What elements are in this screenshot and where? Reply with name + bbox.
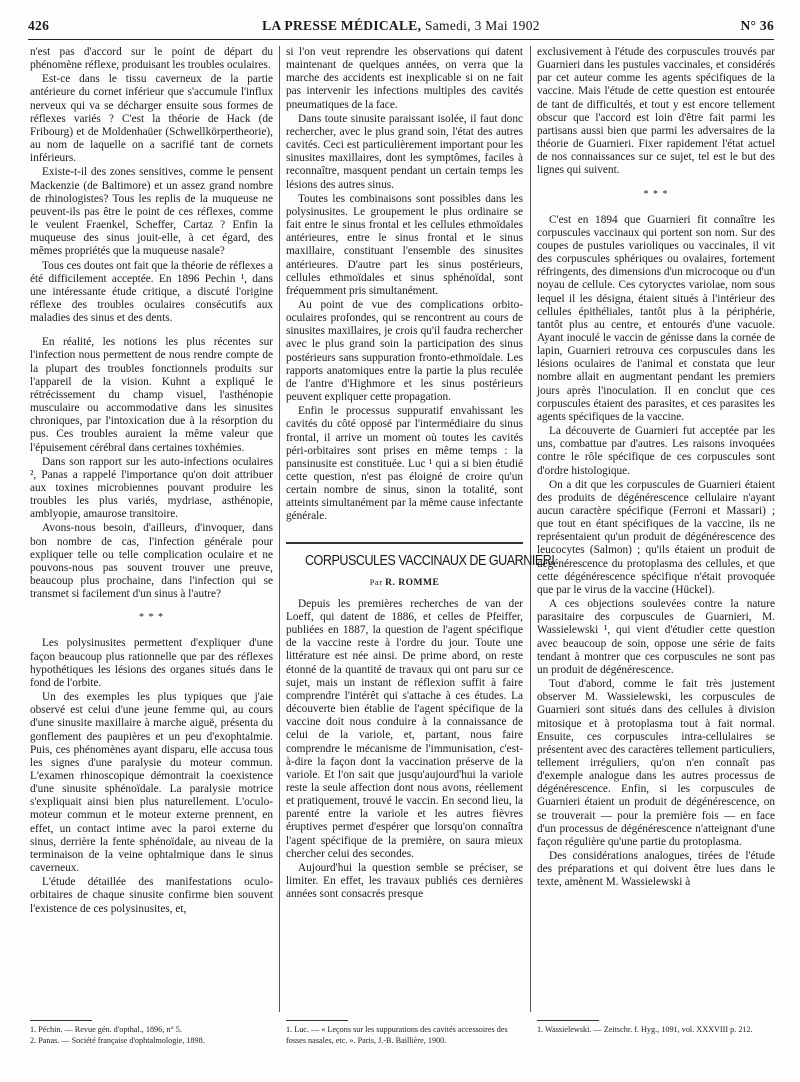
issue-date: Samedi, 3 Mai 1902 (421, 18, 540, 33)
footnote-rule (286, 1020, 348, 1021)
paragraph: On a dit que les corpuscules de Guarnieri étaient des produits de dégénérescence cellulaire n'ayant aucun caractère spécifique (Ferroni et Massari) ; que tout en étant spécifiques de la vaccine, ils ne représentaient qu'un produit de dégénérescence des leucocytes (Salmon) ; qu'ils étaient un produit de dégénérescence du protoplasma des cellules, et que cette dégénérescence spécifique n'était provoquée que par le virus de la vaccine (Hückel). (537, 478, 775, 596)
journal-name: LA PRESSE MÉDICALE, (262, 18, 422, 33)
footnote: 1. Wassielewski. — Zeitschr. f. Hyg., 1091, vol. XXXVIII p. 212. (537, 1025, 753, 1034)
section-ornament: * * * (139, 612, 164, 624)
paragraph: n'est pas d'accord sur le point de départ du phénomène réflexe, produisant les troubles oculaires. (30, 46, 273, 72)
paragraph: Existe-t-il des zones sensitives, comme le pensent Mackenzie (de Baltimore) et un assez grand nombre de rhinologistes? Tous les replis de la muqueuse ne peuvent-ils pas être le point de ces réflexes, comme le veulent Fraenkel, Scheffer, Cartaz ? Enfin la muqueuse des sinus jouit-elle, à cet égard, des mêmes propriétés que la muqueuse nasale? (30, 166, 273, 258)
column-3 (537, 46, 775, 1018)
paragraph: La découverte de Guarnieri fut acceptée par les uns, combattue par d'autres. Les raisons invoquées contre le rôle spécifique de ces corpuscules sont d'ordre histologique. (537, 425, 775, 477)
paragraph: Aujourd'hui la question semble se préciser, se limiter. En effet, les travaux publiés ces dernières années sont consacrés presque (286, 861, 523, 901)
journal-title (28, 18, 774, 34)
paragraph: A ces objections soulevées contre la nature parasitaire des corpuscules de Guarnieri, M. Wassielewski ¹, qui vient d'étudier cette question avec beaucoup de soin, oppose une série de faits tendant à montrer que ces corpuscules ne sont pas un produit de dégénérescence. (537, 598, 775, 676)
paragraph: Tout d'abord, comme le fait très justement observer M. Wassielewski, les corpuscules de Guarnieri sont situés dans des cellules à division mitosique et à protoplasma tout à fait normal. Ensuite, ces corpuscules intra-cellulaires se présentent avec des caractères tellement particuliers, tellement irréguliers, qu'on n'en connaît pas d'exemple analogue dans les autres processus de dégénérescence. Enfin, si les corpuscules de Guarnieri étaient un produit de dégénérescence, on se trouverait — pour la première fois — en face d'un processus de dégénérescence n'atteignant d'une façon régulière qu'une partie du protoplasma. (537, 678, 775, 848)
paragraph: Dans toute sinusite paraissant isolée, il faut donc rechercher, avec le plus grand soin, l'état des autres cavités. Ceci est particulièrement important pour les sinusites maxillaires, dont les symptômes, faciles à reconnaître, masquent pendant un certain temps les lésions des autres sinus. (286, 112, 523, 191)
column-divider (530, 46, 531, 1012)
paragraph: L'étude détaillée des manifestations oculo-orbitaires de chaque sinusite confirme bien souvent l'existence de ces polysinusites, et, (30, 876, 273, 915)
footnote: 1. Luc. — « Leçons sur les suppurations des cavités accessoires des fosses nasales, etc. ». Paris, J.-B. Baillière, 1900. (286, 1025, 508, 1045)
article-header (286, 542, 555, 590)
paragraph: Toutes les combinaisons sont possibles dans les polysinusites. Le groupement le plus ordinaire se fait entre le sinus frontal et les cellules ethmoïdales antérieures, entre le sinus frontal et le sinus maxillaire, constituant l'ensemble des sinusites antérieures. D'autre part les sinus postérieurs, cellules ethmoïdales et sinus sphénoïdal, sont fréquemment pris simultanément. (286, 192, 523, 297)
paragraph: Tous ces doutes ont fait que la théorie de réflexes a été difficilement acceptée. En 1896 Pechin ¹, dans une intéressante étude critique, a discuté l'origine réflexe des troubles oculaires consécutifs aux maladies des sinus et des dents. (30, 259, 273, 325)
paragraph: Un des exemples les plus typiques que j'aie observé est celui d'une jeune femme qui, au cours d'une sinusite maxillaire à marche aiguë, présenta du gonflement des paupières et un peu d'exophtalmie. Puis, ces phénomènes ayant disparu, elle accusa tous les signes d'une paralysie du moteur commun. L'examen rhinoscopique démontrait la coexistence d'une sinusite sphénoïdale. La paralysie motrice s'expliquait ainsi bien plus naturellement. L'oculo-moteur commun et le moteur externe prennent, en effet, un contact intime avec la paroi externe du sinus, derrière la fente sphénoïdale, au niveau de la terminaison de la veine ophtalmique dans le sinus caverneux. (30, 691, 273, 875)
paragraph: Les polysinusites permettent d'expliquer d'une façon beaucoup plus rationnelle que par des réflexes hypothétiques les lésions des organes situés dans le fond de l'orbite. (30, 637, 273, 689)
paragraph: C'est en 1894 que Guarnieri fit connaître les corpuscules vaccinaux qui portent son nom. Sur des coupes de pustules varioliques ou vaccinales, il vit des corpuscules sphériques ou ovalaires, fortement réfringents, des dimensions d'un microcoque ou d'un noyau de cellule. Ces cytoryctes variolae, nom sous lequel il les désigna, étaient situés à l'intérieur des cellules épithéliales, tantôt plus à la périphérie, tantôt plus au centre, et entourés d'une vacuole. Ayant inoculé le vaccin de génisse dans la cornée de lapin, Guarnieri retrouva ces corpuscules dans les lésions oculaires de l'animal et constata que leur nombre allait en augmentant pendant les premiers jours après l'inoculation. Il en conclut que ces corpuscules étaient des parasites, et ces parasites les agents spécifiques de la vaccine. (537, 213, 775, 423)
footnote-rule (537, 1020, 599, 1021)
paragraph: En réalité, les notions les plus récentes sur l'infection nous permettent de nous rendre compte de la plupart des troubles fonctionnels produits sur l'appareil de la vision. Kuhnt a expliqué le rétrécissement du champ visuel, l'asthénopie musculaire ou accommodative dans les sinusites chroniques, par l'intoxication due à la résorption du pus. Ces troubles auraient la même valeur que l'épuisement cérébral dans certaines toxhémies. (30, 336, 273, 454)
paragraph: Enfin le processus suppuratif envahissant les cavités du côté opposé par l'intermédiaire du sinus frontal, il arrive un moment où toutes les cavités péri-orbitaires sont prises en même temps : la pansinusite est constituée. Luc ¹ qui a si bien étudié cette question, n'est pas éloigné de croire qu'un certain nombre de sinus, sinon la totalité, sont atteints simultanément par la même cause infectante générale. (286, 405, 523, 523)
paragraph: Dans son rapport sur les auto-infections oculaires ², Panas a rappelé l'importance qu'on doit attribuer aux toxines microbiennes pouvant produire les troubles les plus variés, mydriase, asthénopie, amblyopie, amaurose transitoire. (30, 455, 273, 521)
footnote: 1. Péchin. — Revue gén. d'opthal., 1896, n° 5. (30, 1025, 182, 1034)
article-byline (286, 576, 523, 590)
paragraph: Des considérations analogues, tirées de l'étude des préparations et qui doivent être lues dans le texte, amènent M. Wassielewski à (537, 850, 775, 889)
paragraph: Depuis les premières recherches de van der Loeff, qui datent de 1886, et celles de Pfeiffer, publiées en 1887, la question de l'agent spécifique de la vaccine reste à l'ordre du jour. Toute une littérature est née ainsi. De prime abord, on reste étonné de la quantité de travaux qui ont paru sur ce sujet, mais un instant de réflexion suffit à faire comprendre l'intérêt qui s'attache à ces études. La découverte bien établie de l'agent spécifique de la vaccine doit nous conduire à la connaissance de celui de la variole, et, partant, nous faire comprendre le mécanisme de l'immunisation, c'est-à-dire la façon dont la vaccination préserve de la variole. Et l'on sait que jusqu'aujourd'hui la variole reste la seule affection dont nous avons, réellement et pratiquement, trouvé le vaccin. En second lieu, la parenté entre la variole et les autres fièvres éruptives permet d'espérer que lorsqu'on connaîtra l'agent spécifique de la première, on saura mieux chercher celui des secondes. (286, 597, 523, 860)
page-number: 426 (28, 18, 50, 33)
header-rule (28, 39, 774, 40)
paragraph: Avons-nous besoin, d'ailleurs, d'invoquer, dans bon nombre de cas, l'infection générale pour expliquer telle ou telle complication oculaire et ne pouvons-nous pas souvent trouver une preuve, beaucoup plus prochaine, dans l'infection qui se transmet si facilement d'un sinus à l'autre? (30, 522, 273, 601)
column-divider (279, 46, 280, 1012)
paragraph: si l'on veut reprendre les observations qui datent maintenant de quelques années, on verra que la marche des accidents est inexplicable si on ne fait pas intervenir les infections multiples des cavités pneumatiques de la face. (286, 46, 523, 111)
footnotes-column-3 (537, 1020, 775, 1036)
paragraph: Est-ce dans le tissu caverneux de la partie antérieure du cornet inférieur que s'accumule l'influx nerveux qui va se décharger ensuite sous formes de réflexes variés ? C'est la théorie de Hack (de Fribourg) et de Moldenhaüer (Schwellkörpertheorie), au nom de laquelle on a sacrifié tant de cornets inférieurs. (30, 73, 273, 165)
byline-prefix: Par (369, 576, 386, 587)
footnotes-column-1 (30, 1020, 273, 1046)
author-name: R. ROMME (385, 577, 440, 588)
column-1 (30, 46, 273, 1018)
footnote-rule (30, 1020, 92, 1021)
paragraph: exclusivement à l'étude des corpuscules trouvés par Guarnieri dans les pustules vaccinales, et considérés par cet auteur comme les agents spécifiques de la vaccine. Mais l'étude de cette question est entourée de tant de difficultés, et tout y est encore tellement obscur que l'accord est loin d'être fait parmi les partisans aussi bien que parmi les adversaires de la théorie de Guarnieri. Fixer rapidement l'état actuel de nos connaissances sur ce sujet, tel est le but des lignes qui suivent. (537, 46, 775, 177)
issue-number: N° 36 (740, 18, 774, 33)
column-2 (286, 46, 555, 1018)
section-ornament: * * * (643, 188, 669, 200)
article-title: CORPUSCULES VACCINAUX DE GUARNIERI (304, 551, 555, 569)
running-head (28, 18, 774, 36)
footnote: 2. Panas. — Société française d'ophtalmologie, 1898. (30, 1035, 205, 1045)
paragraph: Au point de vue des complications orbito-oculaires profondes, qui se rencontrent au cours de sinusites maxillaires, je crois qu'il faudra rechercher avec le plus grand soin la participation des sinus postérieurs sans suppuration fronto-ethmoïdale. Les rapports anatomiques entre la partie la plus reculée de l'antre d'Highmore et les sinus postérieurs peuvent expliquer cette propagation. (286, 298, 523, 404)
footnotes-column-2 (286, 1020, 523, 1046)
